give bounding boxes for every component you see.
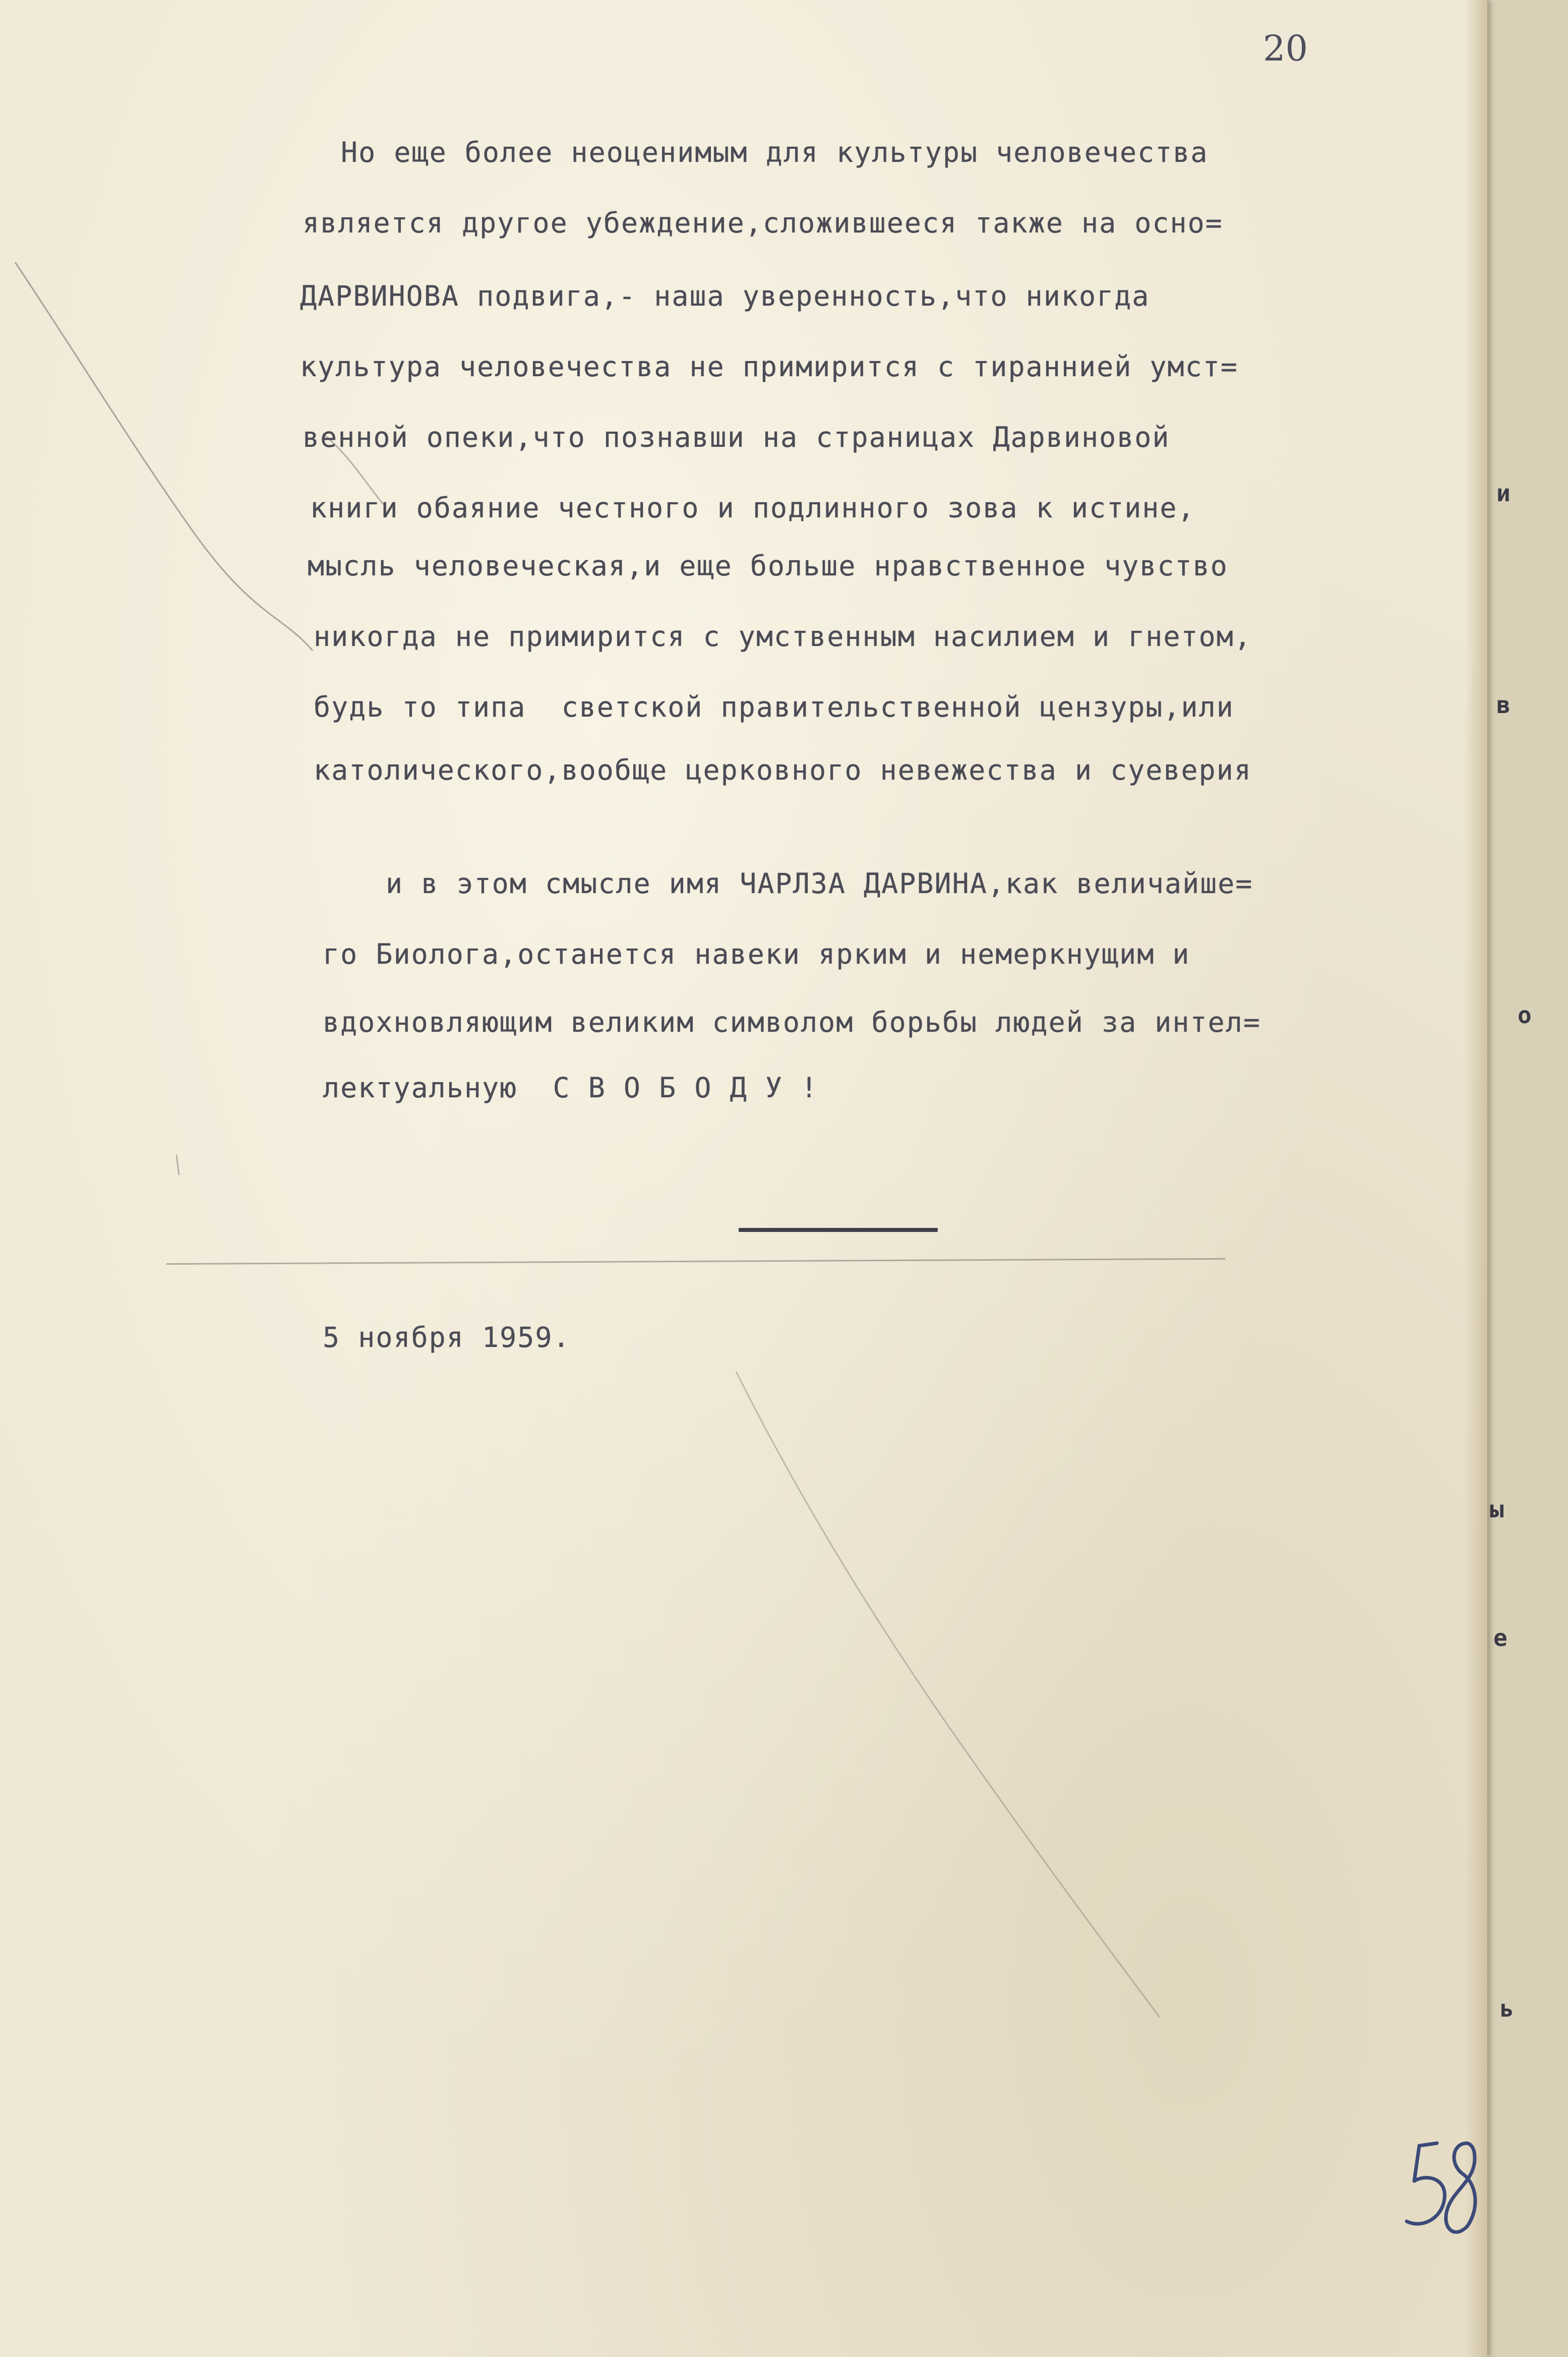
text-line: ДАРВИНОВА подвига,- наша уверенность,что никогда xyxy=(300,280,1150,312)
bleed-through-char: в xyxy=(1496,691,1511,719)
text-line: культура человечества не примирится с тираннией умст= xyxy=(300,350,1238,383)
text-line: никогда не примирится с умственным насилием и гнетом, xyxy=(314,620,1252,653)
text-line: книги обаяние честного и подлинного зова к истине, xyxy=(310,492,1195,524)
text-line: будь то типа светской правительственной цензуры,или xyxy=(314,691,1234,723)
page-edge xyxy=(1465,0,1487,2357)
bleed-through-char: ь xyxy=(1500,1995,1514,2022)
text-line: католического,вообще церковного невежества и суеверия xyxy=(314,754,1252,786)
bleed-through-char: ы xyxy=(1490,1496,1504,1523)
text-line: является другое убеждение,сложившееся также на осно= xyxy=(303,207,1223,239)
handwritten-folio-number xyxy=(1392,2133,1492,2249)
bleed-through-char: е xyxy=(1493,1624,1507,1652)
text-line: Но еще более неоценимым для культуры человечества xyxy=(341,136,1209,168)
bleed-through-char: и xyxy=(1496,480,1511,507)
text-line: лектуальную С В О Б О Д У ! xyxy=(323,1072,819,1104)
bleed-through-char: о xyxy=(1518,1001,1532,1029)
page-number: 20 xyxy=(1263,28,1308,69)
text-line: мысль человеческая,и еще больше нравственное чувство xyxy=(308,550,1228,582)
text-line: венной опеки,что познавши на страницах Дарвиновой xyxy=(303,421,1170,453)
text-line: и в этом смысле имя ЧАРЛЗА ДАРВИНА,как величайше= xyxy=(386,867,1253,900)
typed-separator-line xyxy=(739,1228,938,1232)
text-line: вдохновляющим великим символом борьбы людей за интел= xyxy=(323,1006,1261,1038)
text-line: го Биолога,останется навеки ярким и немеркнущим и xyxy=(323,938,1190,970)
document-date: 5 ноября 1959. xyxy=(323,1321,571,1353)
pencil-rule-line xyxy=(166,1258,1225,1265)
